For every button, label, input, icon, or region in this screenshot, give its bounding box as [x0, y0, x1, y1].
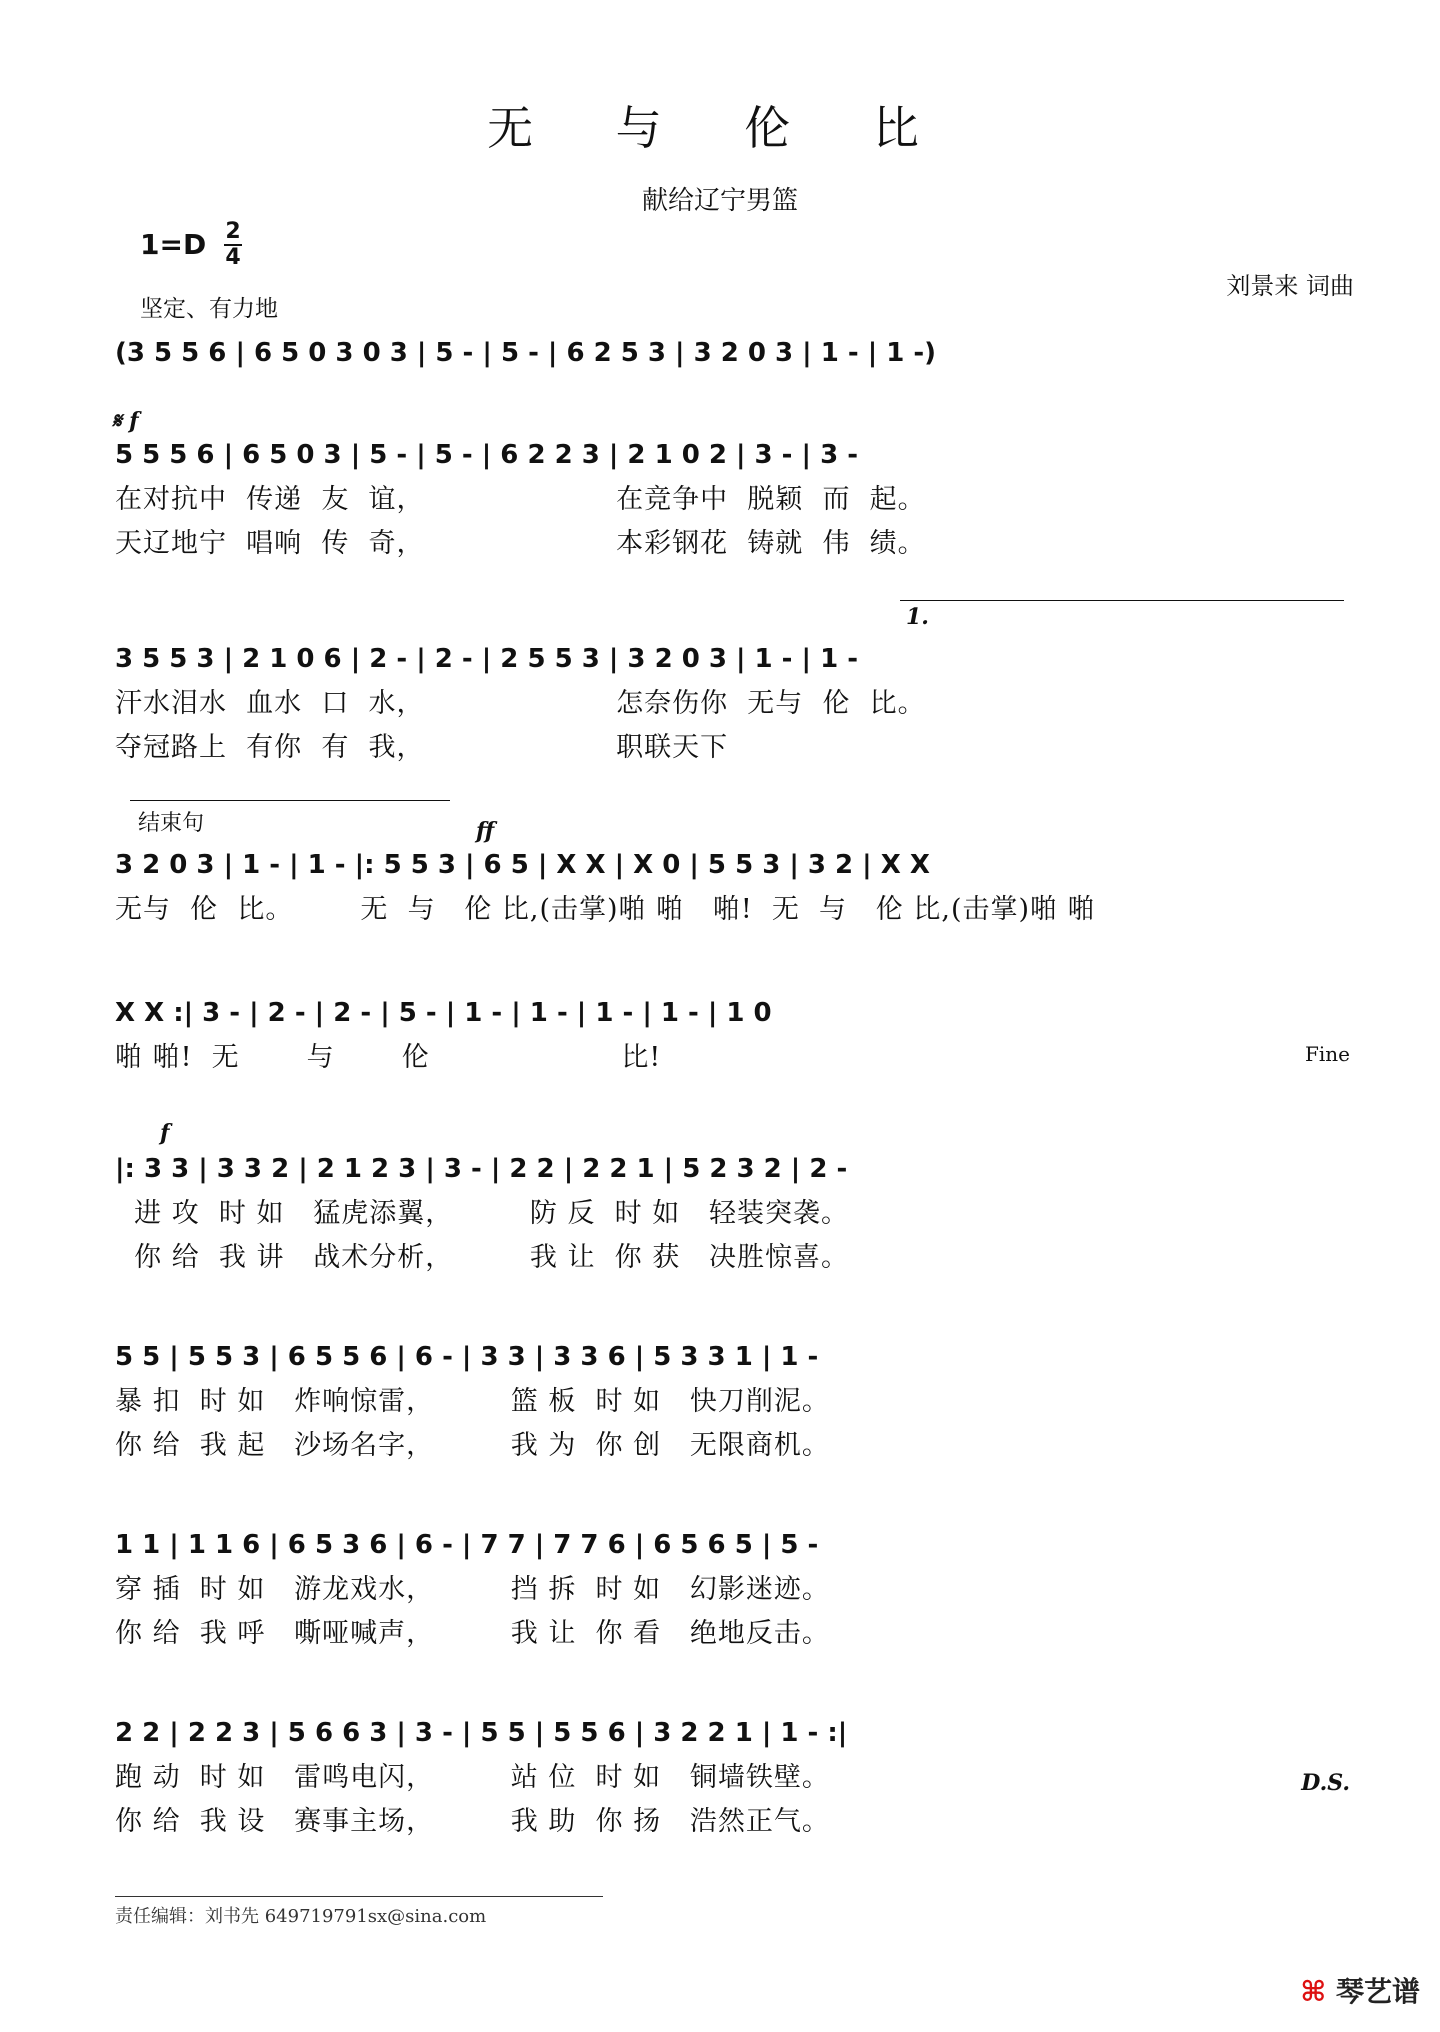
ending-bracket: [130, 800, 450, 801]
chorus-row-1-lyric-2: 你 给 我 讲 战术分析， 我 让 你 获 决胜惊喜。: [115, 1242, 849, 1273]
verse-row-1-lyric-1: 在对抗中 传递 友 谊， 在竞争中 脱颖 而 起。: [115, 484, 926, 515]
logo-icon: ⌘: [1300, 1975, 1327, 2008]
chorus-row-1-lyric-1: 进 攻 时 如 猛虎添翼， 防 反 时 如 轻装突袭。: [115, 1198, 849, 1229]
verse-row-2-lyric-2: 夺冠路上 有你 有 我， 职联天下: [115, 732, 729, 763]
chorus-row-3: [115, 1522, 1360, 1656]
volta-bracket: [900, 600, 1344, 601]
chorus-row-3-notes: 1 1 | 1 1 6 | 6 5 3 6 | 6 - | 7 7 | 7 7 6 | 6 5 6 5 | 5 -: [115, 1530, 819, 1560]
footer-divider: [115, 1896, 603, 1897]
verse-row-2-lyric-1: 汗水泪水 血水 口 水， 怎奈伤你 无与 伦 比。: [115, 688, 926, 719]
logo-text: 琴艺谱: [1335, 1975, 1420, 2008]
editor-credit: 责任编辑：刘书先 649719791sx@sina.com: [115, 1906, 487, 1927]
fortissimo-mark: ff: [476, 818, 495, 844]
ending-row-1-lyric: 无与 伦 比。 无 与 伦 比,(击掌)啪 啪 啪! 无 与 伦 比,(击掌)啪 啪: [115, 894, 1096, 925]
chorus-row-4: [115, 1710, 1360, 1844]
time-top: 2: [225, 219, 241, 244]
chorus-row-3-lyric-1: 穿 插 时 如 游龙戏水， 挡 拆 时 如 幻影迷迹。: [115, 1574, 830, 1605]
chorus-row-4-lyric-1: 跑 动 时 如 雷鸣电闪， 站 位 时 如 铜墙铁壁。: [115, 1762, 830, 1793]
ending-row-2-lyric: 啪 啪! 无 与 伦 比!: [115, 1042, 662, 1073]
chorus-row-2-notes: 5 5 | 5 5 3 | 6 5 5 6 | 6 - | 3 3 | 3 3 6 | 5 3 3 1 | 1 -: [115, 1342, 819, 1372]
chorus-row-1-notes: |: 3 3 | 3 3 2 | 2 1 2 3 | 3 - | 2 2 | 2 2 1 | 5 2 3 2 | 2 -: [115, 1154, 848, 1184]
dedication: 献给辽宁男篮: [641, 186, 798, 216]
chorus-row-2-lyric-1: 暴 扣 时 如 炸响惊雷， 篮 板 时 如 快刀削泥。: [115, 1386, 830, 1417]
verse-row-1: [115, 432, 1360, 566]
verse-row-2-notes: 3 5 5 3 | 2 1 0 6 | 2 - | 2 - | 2 5 5 3 | 3 2 0 3 | 1 - | 1 -: [115, 644, 859, 674]
chorus-row-2-lyric-2: 你 给 我 起 沙场名字， 我 为 你 创 无限商机。: [115, 1430, 830, 1461]
chorus-row-4-notes: 2 2 | 2 2 3 | 5 6 6 3 | 3 - | 5 5 | 5 5 6 | 3 2 2 1 | 1 - :|: [115, 1718, 848, 1748]
intro-row: [115, 330, 1360, 376]
time-bottom: 4: [225, 245, 241, 270]
segno-forte-mark: 𝄋 f: [112, 408, 139, 434]
dal-segno-mark: D.S.: [1301, 1770, 1350, 1796]
forte-mark: f: [160, 1120, 170, 1146]
chorus-row-4-lyric-2: 你 给 我 设 赛事主场， 我 助 你 扬 浩然正气。: [115, 1806, 830, 1837]
verse-row-2: [115, 636, 1360, 770]
author-credit: 刘景来 词曲: [1226, 272, 1354, 300]
chorus-row-1: [115, 1146, 1360, 1280]
verse-row-1-lyric-2: 天辽地宁 唱响 传 奇， 本彩钢花 铸就 伟 绩。: [115, 528, 926, 559]
chorus-row-2: [115, 1334, 1360, 1468]
intro-notes: (3 5 5 6 | 6 5 0 3 0 3 | 5 - | 5 - | 6 2 5 3 | 3 2 0 3 | 1 - | 1 -): [115, 338, 937, 368]
fine-mark: Fine: [1305, 1042, 1350, 1066]
time-signature: [224, 220, 242, 270]
ending-label: 结束句: [138, 811, 205, 836]
ending-row-2: [115, 990, 1360, 1080]
volta-label: 1.: [906, 604, 929, 630]
song-title: 无 与 伦 比: [487, 101, 953, 155]
ending-row-2-notes: X X :| 3 - | 2 - | 2 - | 5 - | 1 - | 1 - | 1 - | 1 - | 1 0: [115, 998, 772, 1028]
key-signature: 1=D: [140, 228, 207, 261]
tempo-marking: 坚定、有力地: [140, 296, 278, 322]
verse-row-1-notes: 5 5 5 6 | 6 5 0 3 | 5 - | 5 - | 6 2 2 3 | 2 1 0 2 | 3 - | 3 -: [115, 440, 859, 470]
ending-row-1: [115, 842, 1360, 932]
site-logo: [1300, 1970, 1420, 2010]
ending-row-1-notes: 3 2 0 3 | 1 - | 1 - |: 5 5 3 | 6 5 | X X | X 0 | 5 5 3 | 3 2 | X X: [115, 850, 930, 880]
chorus-row-3-lyric-2: 你 给 我 呼 嘶哑喊声， 我 让 你 看 绝地反击。: [115, 1618, 830, 1649]
